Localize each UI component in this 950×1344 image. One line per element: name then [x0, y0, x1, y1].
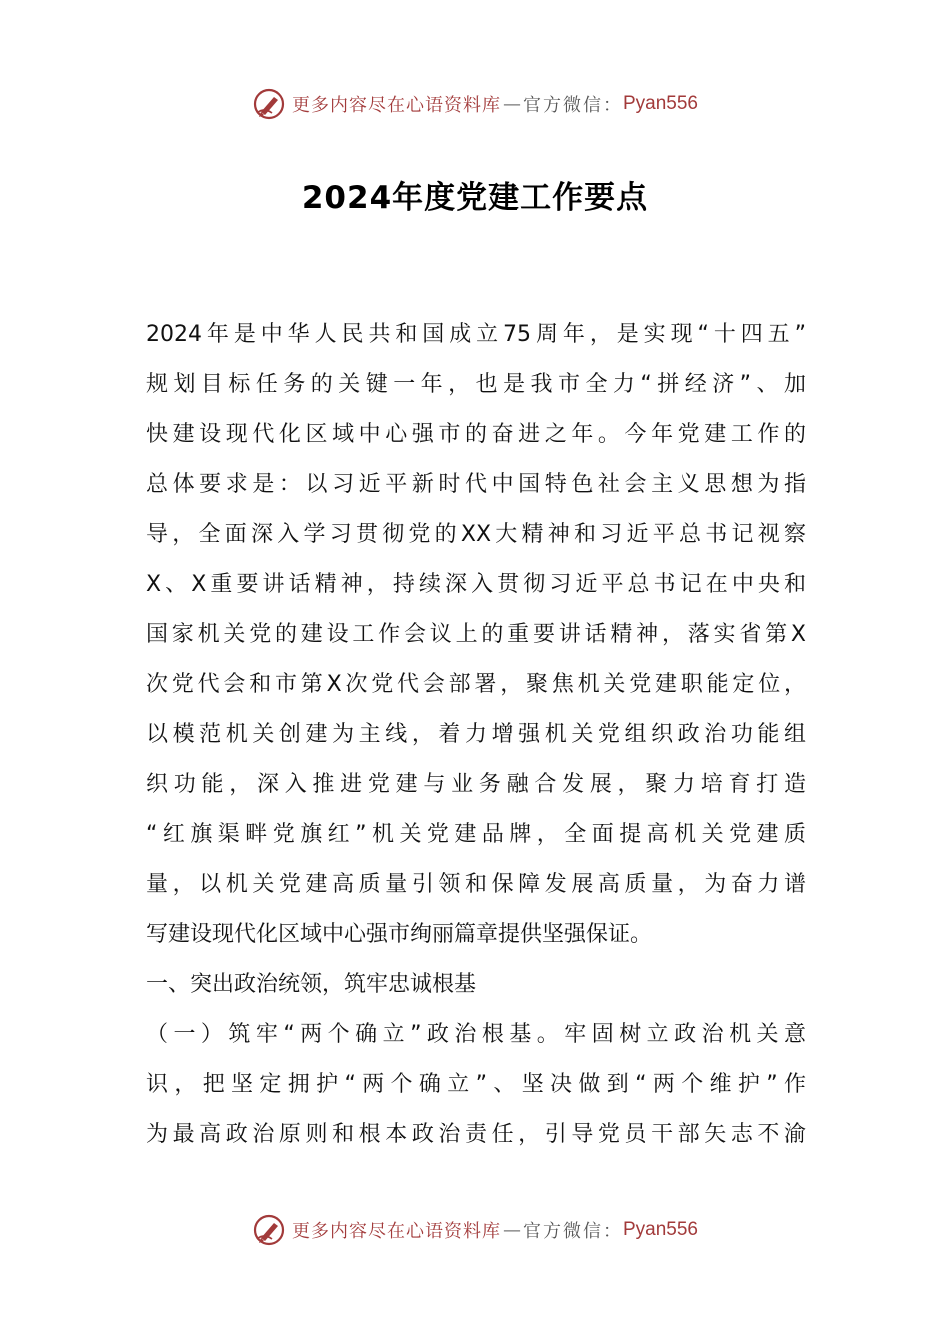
banner-text: 更多内容尽在心语资料库: [291, 95, 501, 116]
header-banner: [0, 84, 950, 124]
text-line: 为最高政治原则和根本政治责任，引导党员干部矢志不渝: [146, 1122, 806, 1147]
text-line: 规划目标任务的关键一年，也是我市全力“拼经济”、加: [146, 372, 806, 397]
text-line: 识，把坚定拥护“两个确立”、坚决做到“两个维护”作: [146, 1072, 806, 1097]
banner-text: 更多内容尽在心语资料库: [291, 1221, 501, 1242]
text-line: 织功能，深入推进党建与业务融合发展，聚力培育打造: [146, 772, 806, 797]
text-line: 导，全面深入学习贯彻党的XX大精神和习近平总书记视察: [146, 522, 806, 547]
footer-banner: [0, 1210, 950, 1250]
text-line: 国家机关党的建设工作会议上的重要讲话精神，落实省第X: [146, 622, 806, 647]
banner-handle-label: 官方微信：: [522, 1221, 623, 1242]
text-line: “红旗渠畔党旗红”机关党建品牌，全面提高机关党建质: [146, 822, 806, 847]
banner-handle-label: 官方微信：: [522, 95, 623, 116]
text-line: 量，以机关党建高质量引领和保障发展高质量，为奋力谱: [146, 872, 806, 897]
banner-handle-id: Pyan556: [622, 93, 698, 114]
text-line: 写建设现代化区域中心强市绚丽篇章提供坚强保证。: [146, 922, 653, 947]
pen-logo-icon: [252, 1213, 286, 1247]
text-line: 次党代会和市第X次党代会部署，聚焦机关党建职能定位，: [146, 672, 806, 697]
banner-handle-id: Pyan556: [622, 1219, 698, 1240]
document-body: [146, 310, 806, 1160]
banner-separator: —: [502, 1219, 521, 1241]
banner-separator: —: [502, 93, 521, 115]
text-line: X、X重要讲话精神，持续深入贯彻习近平总书记在中央和: [146, 572, 806, 597]
text-line: （一）筑牢“两个确立”政治根基。牢固树立政治机关意: [146, 1022, 806, 1047]
document-title: 2024年度党建工作要点: [301, 180, 649, 216]
text-line: 以模范机关创建为主线，着力增强机关党组织政治功能组: [146, 722, 806, 747]
text-line: 快建设现代化区域中心强市的奋进之年。今年党建工作的: [146, 422, 806, 447]
text-line: 总体要求是：以习近平新时代中国特色社会主义思想为指: [146, 472, 806, 497]
section-heading: 一、突出政治统领，筑牢忠诚根基: [146, 972, 477, 997]
pen-logo-icon: [252, 87, 286, 121]
text-line: 2024年是中华人民共和国成立75周年，是实现“十四五”: [146, 322, 806, 347]
